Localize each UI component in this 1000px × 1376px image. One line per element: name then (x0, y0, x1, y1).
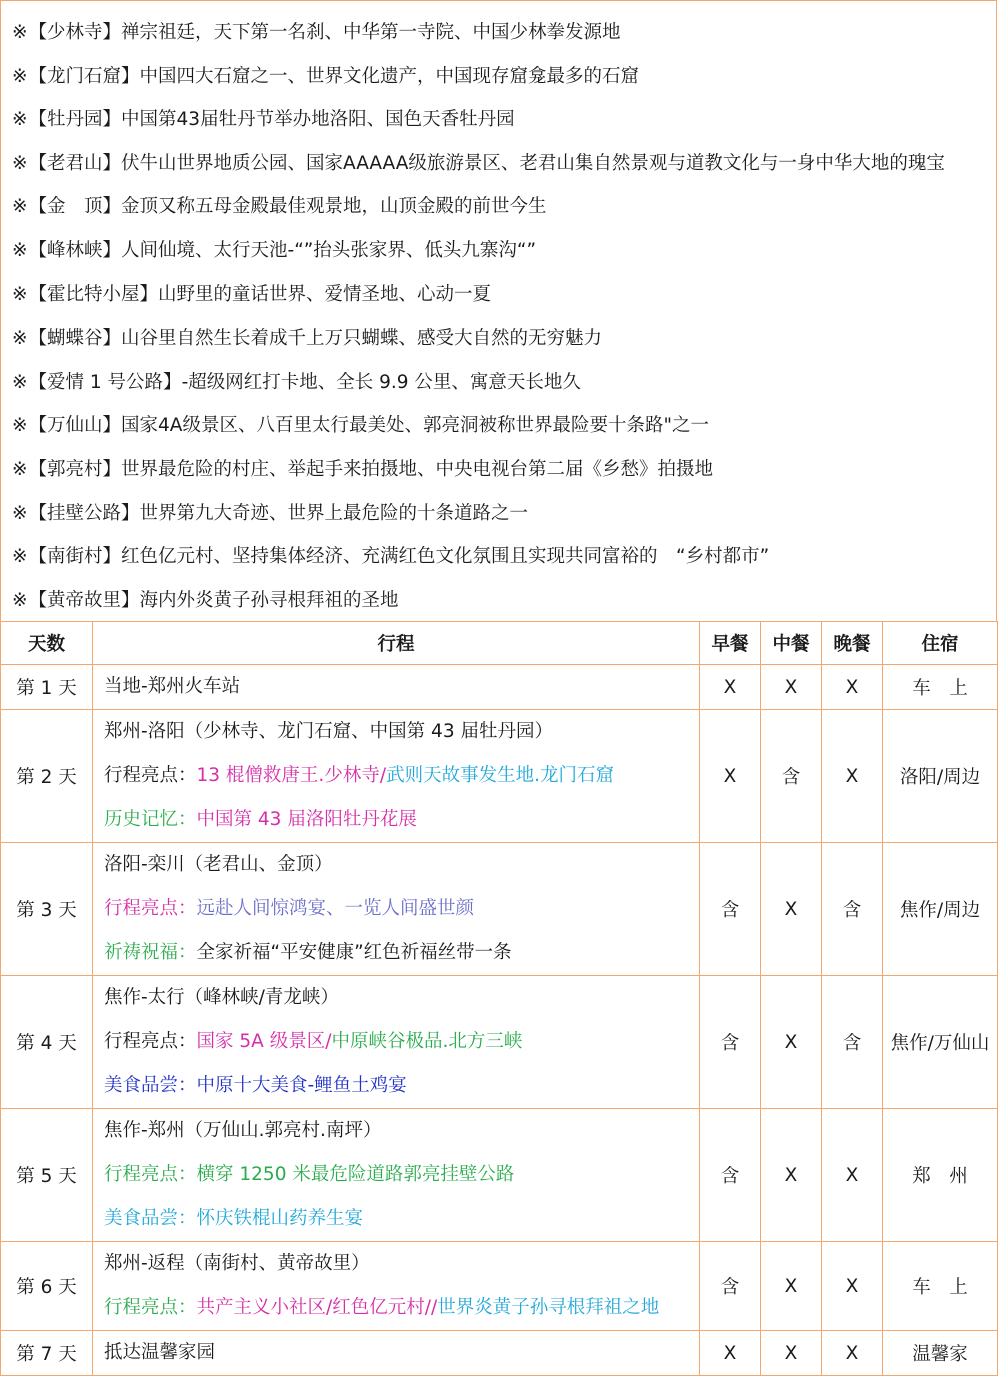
highlight-text: 13 棍僧救唐王.少林寺/ (196, 765, 387, 786)
attractions-list (0, 0, 997, 622)
breakfast-cell: X (700, 710, 761, 843)
header-dinner: 晚餐 (822, 622, 883, 665)
day-cell: 第 5 天 (1, 1109, 93, 1242)
attraction-desc: 世界最危险的村庄、举起手来拍摄地、中央电视台第二届《乡愁》拍摄地 (121, 459, 714, 480)
stay-cell: 郑 州 (883, 1109, 998, 1242)
attraction-item (12, 586, 399, 616)
day-cell: 第 7 天 (1, 1331, 93, 1376)
attraction-name: 【蝴蝶谷】 (28, 328, 122, 349)
bullet-mark: ※ (12, 196, 28, 217)
blessing-line (104, 931, 699, 975)
dinner-cell: X (822, 1242, 883, 1331)
attraction-name: 【南街村】 (28, 546, 122, 567)
route-text: 焦作-太行（峰林峡/青龙峡） (104, 987, 339, 1008)
route-cell (93, 1242, 700, 1331)
highlight-text: 世界炎黄子孙寻根拜祖之地 (437, 1297, 660, 1318)
lunch-cell: X (761, 1109, 822, 1242)
dinner-cell: 含 (822, 843, 883, 976)
table-row (1, 976, 998, 1109)
highlight-text: 中原峡谷极品.北方三峡 (331, 1031, 523, 1052)
attraction-desc: 中国第43届牡丹节举办地洛阳、国色天香牡丹园 (121, 109, 515, 130)
table-row (1, 1331, 998, 1376)
route-cell (93, 976, 700, 1109)
food-label: 美食品尝： (104, 1208, 197, 1229)
bullet-mark: ※ (12, 66, 28, 87)
attraction-desc: 金顶又称五母金殿最佳观景地，山顶金殿的前世今生 (121, 196, 547, 217)
table-row (1, 710, 998, 843)
day-cell: 第 6 天 (1, 1242, 93, 1331)
highlight-text: 共产主义小社区/红色亿元村// (196, 1297, 438, 1318)
attraction-desc: 伏牛山世界地质公园、国家AAAAA级旅游景区、老君山集自然景观与道教文化与一身中华大地的瑰宝 (121, 153, 945, 174)
bullet-mark: ※ (12, 590, 28, 611)
attraction-item (12, 368, 581, 398)
header-lunch: 中餐 (761, 622, 822, 665)
lunch-cell: X (761, 665, 822, 710)
highlight-line (104, 1020, 699, 1064)
day-cell: 第 3 天 (1, 843, 93, 976)
attraction-name: 【老君山】 (28, 153, 122, 174)
bullet-mark: ※ (12, 109, 28, 130)
stay-cell: 车 上 (883, 665, 998, 710)
attraction-desc: -超级网红打卡地、全长 9.9 公里、寓意天长地久 (181, 372, 581, 393)
attraction-desc: 山野里的童话世界、爱情圣地、心动一夏 (158, 284, 492, 305)
food-line (104, 1064, 699, 1108)
itinerary-table (0, 621, 998, 1376)
table-row (1, 1242, 998, 1331)
breakfast-cell: X (700, 665, 761, 710)
attraction-name: 【牡丹园】 (28, 109, 122, 130)
attraction-desc: 海内外炎黄子孙寻根拜祖的圣地 (139, 590, 399, 611)
food-text: 中原十大美食-鲤鱼土鸡宴 (196, 1075, 407, 1096)
route-cell (93, 843, 700, 976)
bullet-mark: ※ (12, 503, 28, 524)
highlight-line (104, 1153, 699, 1197)
breakfast-cell: 含 (700, 843, 761, 976)
day-cell: 第 4 天 (1, 976, 93, 1109)
attraction-item (12, 192, 547, 222)
history-label: 历史记忆： (104, 809, 197, 830)
breakfast-cell: 含 (700, 1242, 761, 1331)
food-label: 美食品尝： (104, 1075, 197, 1096)
highlight-label: 行程亮点： (104, 1031, 197, 1052)
route-cell (93, 1331, 700, 1376)
route-text: 抵达温馨家园 (104, 1342, 216, 1363)
lunch-cell: X (761, 1331, 822, 1376)
dinner-cell: X (822, 1331, 883, 1376)
breakfast-cell: X (700, 1331, 761, 1376)
highlight-text: 武则天故事发生地.龙门石窟 (386, 765, 614, 786)
bullet-mark: ※ (12, 459, 28, 480)
history-line (104, 798, 699, 842)
day-cell: 第 1 天 (1, 665, 93, 710)
food-text: 怀庆铁棍山药养生宴 (196, 1208, 364, 1229)
attraction-name: 【爱情 1 号公路】 (28, 372, 182, 393)
attraction-desc: 人间仙境、太行天池-“”抬头张家界、低头九寨沟“” (121, 240, 537, 261)
food-line (104, 1197, 699, 1241)
attraction-desc: 红色亿元村、坚持集体经济、充满红色文化氛围且实现共同富裕的 “乡村都市” (121, 546, 770, 567)
bullet-mark: ※ (12, 284, 28, 305)
stay-cell: 焦作/周边 (883, 843, 998, 976)
route-text: 焦作-郑州（万仙山.郭亮村.南坪） (104, 1120, 382, 1141)
table-header-row (1, 622, 998, 665)
attraction-name: 【黄帝故里】 (28, 590, 140, 611)
highlight-line (104, 1286, 699, 1330)
route-cell (93, 1109, 700, 1242)
lunch-cell: X (761, 976, 822, 1109)
route-text: 郑州-洛阳（少林寺、龙门石窟、中国第 43 届牡丹园） (104, 721, 553, 742)
highlight-label: 行程亮点： (104, 898, 197, 919)
header-day: 天数 (1, 622, 93, 665)
route-text: 当地-郑州火车站 (104, 676, 241, 697)
header-route: 行程 (93, 622, 700, 665)
bullet-mark: ※ (12, 372, 28, 393)
history-text: 中国第 43 届洛阳牡丹花展 (196, 809, 417, 830)
dinner-cell: 含 (822, 976, 883, 1109)
header-breakfast: 早餐 (700, 622, 761, 665)
lunch-cell: X (761, 1242, 822, 1331)
bullet-mark: ※ (12, 328, 28, 349)
day-cell: 第 2 天 (1, 710, 93, 843)
dinner-cell: X (822, 710, 883, 843)
attraction-item (12, 499, 528, 529)
attraction-desc: 世界第九大奇迹、世界上最危险的十条道路之一 (139, 503, 529, 524)
attraction-name: 【万仙山】 (28, 415, 122, 436)
attraction-item (12, 149, 945, 179)
stay-cell: 温馨家 (883, 1331, 998, 1376)
highlight-label: 行程亮点： (104, 1164, 197, 1185)
breakfast-cell: 含 (700, 1109, 761, 1242)
lunch-cell: 含 (761, 710, 822, 843)
lunch-cell: X (761, 843, 822, 976)
highlight-label: 行程亮点： (104, 1297, 197, 1318)
highlight-label: 行程亮点： (104, 765, 197, 786)
stay-cell: 焦作/万仙山 (883, 976, 998, 1109)
table-row (1, 1109, 998, 1242)
attraction-name: 【龙门石窟】 (28, 66, 140, 87)
highlight-line (104, 754, 699, 798)
bullet-mark: ※ (12, 22, 28, 43)
attraction-item (12, 18, 621, 48)
dinner-cell: X (822, 665, 883, 710)
bullet-mark: ※ (12, 153, 28, 174)
attraction-item (12, 324, 602, 354)
route-text: 洛阳-栾川（老君山、金顶） (104, 854, 333, 875)
breakfast-cell: 含 (700, 976, 761, 1109)
attraction-item (12, 280, 491, 310)
attraction-name: 【金 顶】 (28, 196, 122, 217)
route-cell (93, 710, 700, 843)
attraction-desc: 国家4A级景区、八百里太行最美处、郭亮洞被称世界最险要十条路"之一 (121, 415, 709, 436)
attraction-item (12, 62, 639, 92)
attraction-desc: 禅宗祖廷，天下第一名刹、中华第一寺院、中国少林拳发源地 (121, 22, 621, 43)
attraction-item (12, 411, 709, 441)
attraction-name: 【峰林峡】 (28, 240, 122, 261)
attraction-item (12, 455, 713, 485)
route-cell (93, 665, 700, 710)
table-row (1, 843, 998, 976)
stay-cell: 车 上 (883, 1242, 998, 1331)
header-stay: 住宿 (883, 622, 998, 665)
stay-cell: 洛阳/周边 (883, 710, 998, 843)
attraction-name: 【挂壁公路】 (28, 503, 140, 524)
route-text: 郑州-返程（南街村、黄帝故里） (104, 1253, 370, 1274)
bullet-mark: ※ (12, 546, 28, 567)
attraction-name: 【少林寺】 (28, 22, 122, 43)
table-row (1, 665, 998, 710)
blessing-text: 全家祈福“平安健康”红色祈福丝带一条 (196, 942, 512, 963)
attraction-name: 【郭亮村】 (28, 459, 122, 480)
attraction-desc: 山谷里自然生长着成千上万只蝴蝶、感受大自然的无穷魅力 (121, 328, 603, 349)
bullet-mark: ※ (12, 415, 28, 436)
attraction-name: 【霍比特小屋】 (28, 284, 159, 305)
attraction-item (12, 236, 536, 266)
attraction-item (12, 105, 515, 135)
attraction-item (12, 542, 769, 572)
highlight-text: 横穿 1250 米最危险道路郭亮挂壁公路 (196, 1164, 515, 1185)
highlight-text: 国家 5A 级景区/ (196, 1031, 332, 1052)
dinner-cell: X (822, 1109, 883, 1242)
attraction-desc: 中国四大石窟之一、世界文化遗产，中国现存窟龛最多的石窟 (139, 66, 640, 87)
highlight-line (104, 887, 699, 931)
highlight-text: 远赴人间惊鸿宴、一览人间盛世颜 (196, 898, 475, 919)
bullet-mark: ※ (12, 240, 28, 261)
blessing-label: 祈祷祝福： (104, 942, 197, 963)
